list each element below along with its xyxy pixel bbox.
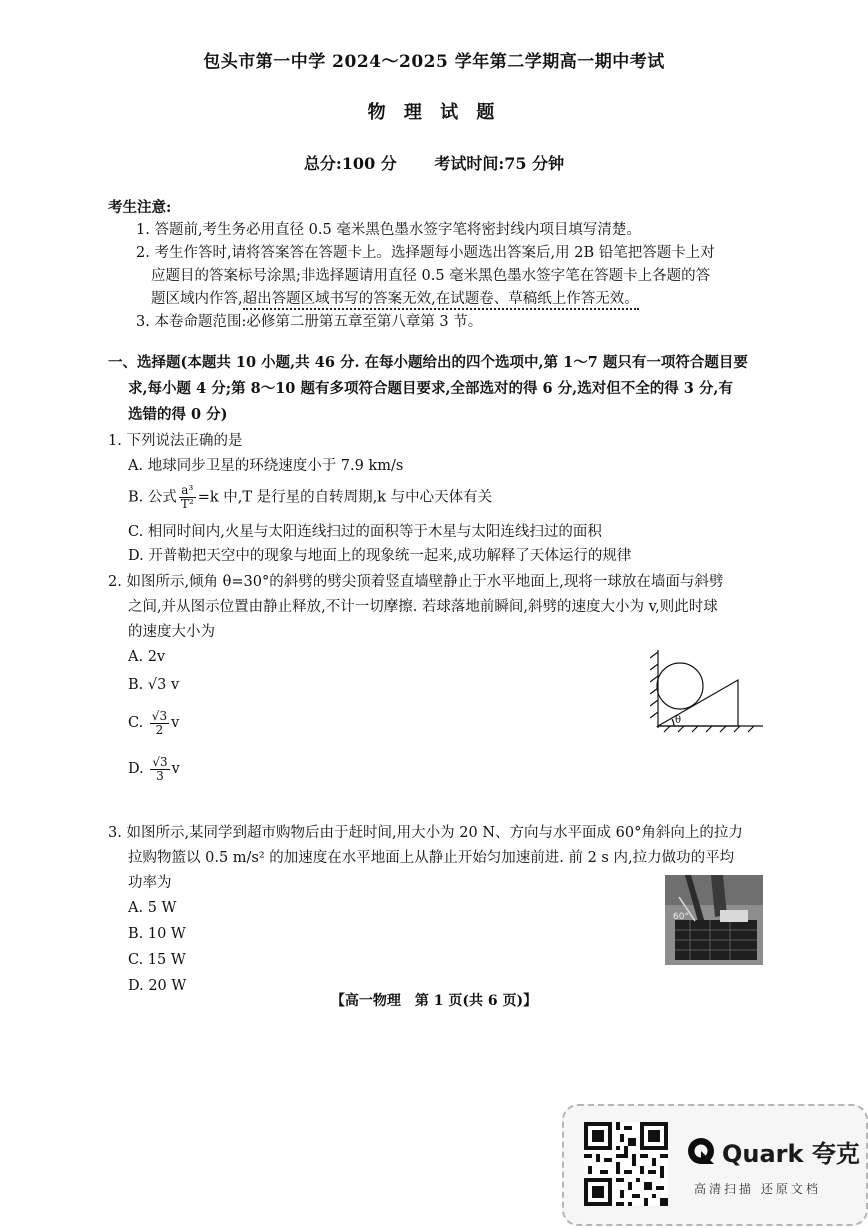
section-1-line-2: 求,每小题 4 分;第 8～10 题有多项符合题目要求,全部选对的得 6 分,选对但不全的得 3 分,有 bbox=[128, 380, 733, 397]
qr-code-icon bbox=[584, 1122, 668, 1206]
note-1: 1. 答题前,考生务必用直径 0.5 毫米黑色墨水签字笔将密封线内项目填写清楚。 bbox=[136, 222, 641, 238]
q1-stem: 1. 下列说法正确的是 bbox=[108, 433, 243, 449]
q1-option-c: C. 相同时间内,火星与太阳连线扫过的面积等于木星与太阳连线扫过的面积 bbox=[128, 524, 602, 540]
total-score: 总分:100 分 bbox=[303, 154, 397, 173]
q2-option-d bbox=[128, 754, 180, 784]
exam-meta bbox=[0, 151, 868, 174]
q2-c-numerator: √3 bbox=[151, 708, 168, 723]
section-1-line-1: 一、选择题(本题共 10 小题,共 46 分. 在每小题给出的四个选项中,第 1～7 题只有一项符合题目要 bbox=[108, 354, 748, 371]
wedge-ball-figure bbox=[650, 648, 765, 733]
q2-stem-line-1: 2. 如图所示,倾角 θ=30°的斜劈的劈尖顶着竖直墙壁静止于水平地面上,现将一球放在墙面与斜劈 bbox=[108, 574, 724, 590]
q1-option-a: A. 地球同步卫星的环绕速度小于 7.9 km/s bbox=[128, 458, 404, 474]
page-footer: 【高一物理 第 1 页(共 6 页)】 bbox=[330, 993, 538, 1009]
section-1-line-3: 选错的得 0 分) bbox=[128, 406, 228, 423]
exam-time: 考试时间:75 分钟 bbox=[434, 154, 565, 173]
theta-label: θ bbox=[675, 715, 682, 726]
q2-d-fraction bbox=[150, 756, 169, 783]
q3-option-c: C. 15 W bbox=[128, 952, 186, 968]
q1-option-d: D. 开普勒把天空中的现象与地面上的现象统一起来,成功解释了天体运行的规律 bbox=[128, 548, 632, 564]
note-2-line-2: 应题目的答案标号涂黑;非选择题请用直径 0.5 毫米黑色墨水签字笔在答题卡上各题的答 bbox=[151, 268, 711, 284]
q2-d-denominator: 3 bbox=[156, 768, 164, 783]
angle-arc bbox=[672, 719, 674, 726]
q3-stem-line-3: 功率为 bbox=[128, 875, 172, 891]
shopping-basket-photo bbox=[665, 875, 763, 965]
subject-title: 物 理 试 题 bbox=[367, 102, 501, 123]
q2-option-b: B. √3 v bbox=[128, 677, 180, 693]
q2-option-c bbox=[128, 708, 179, 738]
quark-slogan: 高清扫描 还原文档 bbox=[694, 1182, 821, 1196]
q1-option-b bbox=[128, 484, 492, 511]
quark-watermark bbox=[562, 1104, 868, 1226]
q3-stem-line-1: 3. 如图所示,某同学到超市购物后由于赶时间,用大小为 20 N、方向与水平面成 60°角斜向上的拉力 bbox=[108, 825, 743, 841]
q2-d-numerator: √3 bbox=[152, 754, 168, 769]
q2-d-label: D. bbox=[128, 761, 144, 777]
ground-hatch bbox=[664, 726, 754, 732]
q2-stem-line-3: 的速度大小为 bbox=[128, 624, 215, 640]
angle-60-label: 60° bbox=[673, 912, 689, 922]
q3-option-a: A. 5 W bbox=[128, 900, 177, 916]
note-2-emphasis: 超出答题区域书写的答案无效,在试题卷、草稿纸上作答无效。 bbox=[243, 291, 639, 310]
exam-title: 包头市第一中学 2024～2025 学年第二学期高一期中考试 bbox=[203, 52, 665, 72]
quark-brand: Quark 夸克 bbox=[722, 1140, 860, 1168]
kepler-numerator: a³ bbox=[179, 484, 196, 498]
q1-b-suffix: =k 中,T 是行星的自转周期,k 与中心天体有关 bbox=[197, 489, 493, 506]
quark-logo-icon bbox=[686, 1136, 716, 1166]
q2-d-var: v bbox=[171, 761, 180, 777]
q2-stem-line-2: 之间,并从图示位置由静止释放,不计一切摩擦. 若球落地前瞬间,斜劈的速度大小为 v,则此时球 bbox=[128, 599, 718, 615]
items-shape bbox=[720, 910, 748, 922]
q2-c-fraction bbox=[150, 710, 169, 737]
notes-heading: 考生注意: bbox=[108, 199, 172, 216]
q1-b-prefix: B. 公式 bbox=[128, 489, 177, 506]
q3-option-b: B. 10 W bbox=[128, 926, 186, 942]
kepler-fraction bbox=[179, 484, 196, 511]
note-2-line-1: 2. 考生作答时,请将答案答在答题卡上。选择题每小题选出答案后,用 2B 铅笔把答题卡上对 bbox=[136, 245, 715, 261]
wedge-shape bbox=[658, 680, 738, 726]
note-2-line-3 bbox=[151, 289, 639, 309]
q3-option-d: D. 20 W bbox=[128, 978, 187, 994]
kepler-denominator: T² bbox=[180, 497, 194, 511]
q2-c-var: v bbox=[171, 715, 180, 731]
note-2-line-3-text: 题区域内作答, bbox=[151, 291, 243, 307]
q3-stem-line-2: 拉购物篮以 0.5 m/s² 的加速度在水平地面上从静止开始匀加速前进. 前 2 s 内,拉力做功的平均 bbox=[128, 850, 735, 866]
note-3: 3. 本卷命题范围:必修第二册第五章至第八章第 3 节。 bbox=[136, 314, 483, 330]
q2-c-denominator: 2 bbox=[155, 722, 164, 737]
q2-option-a: A. 2v bbox=[128, 649, 166, 665]
ball-shape bbox=[657, 663, 703, 709]
q2-c-label: C. bbox=[128, 715, 144, 731]
